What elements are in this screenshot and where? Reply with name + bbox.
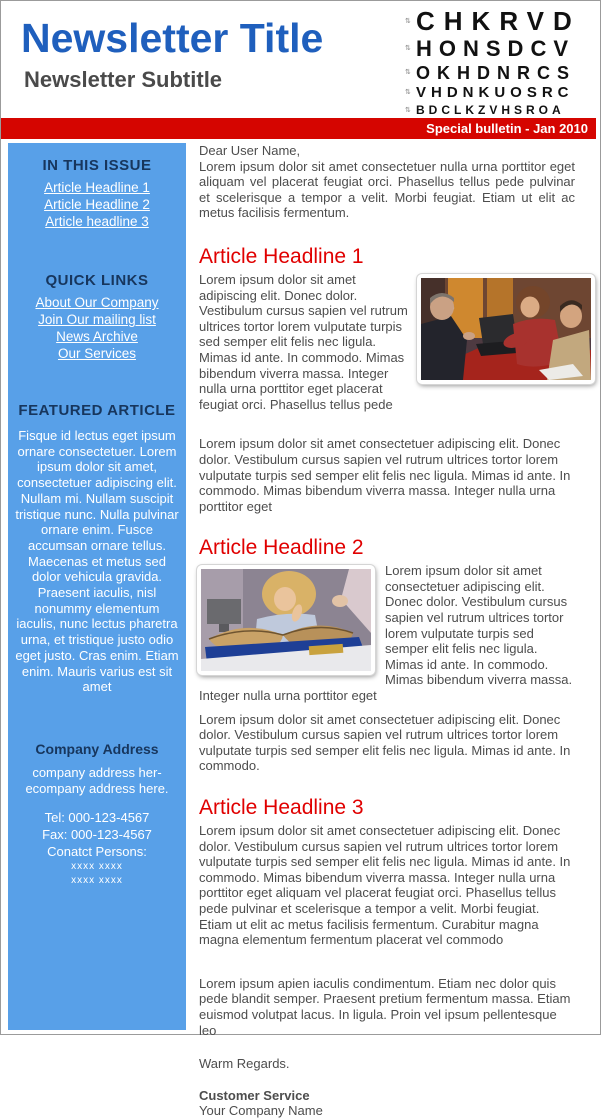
signature-company: Your Company Name: [199, 1103, 323, 1119]
article-1-body: Lorem ipsum dolor sit amet adipiscing elit. Donec dolor. Vestibulum cursus sapien vel rutrum ultrices tortor lorem vulputate turpis sed semper elit felis nec ligula. Mimas id ante. In commodo. Mimas bibendum viverra massa. Integer nulla urna porttitor eget placerat feugiat orci. Phasellus tellus pede: [199, 271, 408, 412]
fax-number: Fax: 000-123-4567: [42, 826, 152, 842]
sidebar-link-about[interactable]: About Our Company: [35, 295, 159, 310]
eye-chart-row: [405, 85, 595, 100]
in-this-issue-heading: IN THIS ISSUE: [42, 157, 152, 174]
sidebar-link-article-3[interactable]: Article headline 3: [45, 214, 149, 229]
row-marker-icon: ⇅: [405, 69, 418, 76]
body-row: [1, 143, 600, 1119]
featured-article-section: [8, 402, 186, 695]
eye-chart-letters: VHDNKUOSRC: [416, 84, 574, 102]
eye-chart-letters: BDCLKZVHSROA: [416, 103, 565, 117]
in-this-issue-section: [8, 157, 186, 230]
quick-links-heading: QUICK LINKS: [45, 272, 149, 289]
closing-paragraph: Lorem ipsum apien iaculis condimentum. Etiam nec dolor quis pede blandit semper. Praesent pretium fermentum massa. Etiam euismod volutpat lacus. In ligula. Proin vel ipsum pellentesque leo: [199, 975, 571, 1038]
greeting: Dear User Name,: [199, 143, 301, 158]
eye-chart-letters: CHKRVD: [416, 6, 581, 36]
quick-links-section: [8, 272, 186, 362]
meeting-photo: [417, 274, 595, 384]
contact-block: [8, 809, 186, 888]
intro-paragraph: Lorem ipsum dolor sit amet consectetuer nulla urna porttitor eget aliquam vel placerat feugiat orci. Phasellus tellus pede pulvinar et scelerisque a tempor a velit. Morbi feugiat. Etiam ut elit ac metus facilisis fermentum.: [199, 158, 575, 221]
address-line: company address her-: [32, 764, 162, 780]
article-2-body: Lorem ipsum dolor sit amet consectetuer adipiscing elit. Donec dolor. Vestibulum cursus sapien vel rutrum ultrices tortor lorem vulputate turpis sed semper elit felis nec ligula. Mimas id ante. In commodo. Mimas bibendum viverra massa. Integer nulla urna porttitor eget: [199, 563, 573, 704]
reading-photo: [197, 565, 375, 675]
eye-chart-row: [405, 104, 595, 116]
eye-chart-row: [405, 8, 595, 34]
sidebar: [8, 143, 186, 1030]
row-marker-icon: ⇅: [405, 106, 415, 114]
sidebar-link-mailing-list[interactable]: Join Our mailing list: [38, 312, 156, 327]
article-1-headline: Article Headline 1: [199, 244, 364, 268]
eye-chart-row: [405, 35, 595, 61]
article-3: [199, 796, 595, 948]
featured-article-heading: FEATURED ARTICLE: [18, 402, 176, 419]
featured-article-text: Fisque id lectus eget ipsum ornare consectetuer. Lorem ipsum dolor sit amet, consectetuer adipiscing elit. Nullam mi. Nullam suscipit tristique nunc. Nulla pulvinar ornare enim. Fusce accumsan ornare tellus. Maecenas et metus sed dolor vehicula gravida. Praesent iaculis, nisl nonummy elementum iaculis, nunc lectus pharetra urna, et tristique justo odio eget justo. Cras enim. Etiam enim. Mauris varius est sit amet: [15, 428, 179, 695]
article-1-paragraph-2: Lorem ipsum dolor sit amet consectetuer adipiscing elit. Donec dolor. Vestibulum cursus sapien vel rutrum ultrices tortor lorem vulputate turpis sed semper elit felis nec ligula. Mimas id ante. In commodo. Mimas bibendum viverra massa. Integer nulla urna porttitor eget: [199, 436, 571, 514]
main-content: [199, 143, 595, 1119]
header: [1, 1, 600, 118]
newsletter-subtitle: Newsletter Subtitle: [24, 67, 223, 92]
row-marker-icon: ⇅: [405, 89, 416, 97]
contact-person: xxxx xxxx: [71, 874, 123, 886]
company-address-heading: Company Address: [35, 740, 159, 757]
company-address-section: [8, 741, 186, 888]
article-1: [199, 245, 595, 514]
bulletin-text: Special bulletin - Jan 2010: [426, 121, 588, 136]
eye-chart-letters: HONSDCV: [416, 35, 576, 61]
tel-number: Tel: 000-123-4567: [44, 809, 150, 825]
article-2-paragraph-2: Lorem ipsum dolor sit amet consectetuer adipiscing elit. Donec dolor. Vestibulum cursus sapien vel rutrum ultrices tortor lorem vulputate turpis sed semper elit felis nec ligula. Mimas id ante. In commodo.: [199, 711, 571, 774]
address-line: ecompany address here.: [25, 780, 169, 796]
sidebar-link-services[interactable]: Our Services: [57, 346, 137, 361]
eye-chart-letters: OKHDNRCS: [416, 62, 577, 83]
eye-chart-image: [405, 6, 595, 118]
sidebar-link-article-1[interactable]: Article Headline 1: [44, 180, 150, 195]
article-3-body: Lorem ipsum dolor sit amet consectetuer adipiscing elit. Donec dolor. Vestibulum cursus sapien vel rutrum ultrices tortor lorem vulputate turpis sed semper elit felis nec ligula. Mimas id ante. In commodo. Mimas bibendum viverra massa. Integer nulla urna porttitor eget aliquam vel placerat feugiat orci. Phasellus tellus pede pulvinar et scelerisque a tempor a velit. Morbi feugiat. Etiam ut elit ac metus facilisis fermentum. Curabitur magna magna elementum fermentum placerat vel commodo: [199, 823, 571, 948]
meeting-photo-illustration: [421, 278, 591, 380]
row-marker-icon: ⇅: [405, 45, 418, 53]
sidebar-link-news-archive[interactable]: News Archive: [56, 329, 138, 344]
reading-photo-illustration: [201, 569, 371, 671]
sidebar-link-article-2[interactable]: Article Headline 2: [44, 197, 150, 212]
signature-block: [199, 1088, 595, 1119]
company-address-lines: [8, 765, 186, 797]
regards-line: Warm Regards.: [199, 1056, 290, 1072]
article-2: [199, 536, 595, 774]
eye-chart-row: [405, 64, 595, 82]
newsletter-title: Newsletter Title: [21, 15, 324, 61]
article-2-headline: Article Headline 2: [199, 536, 364, 560]
row-marker-icon: ⇅: [405, 17, 420, 25]
contact-person: xxxx xxxx: [71, 860, 123, 872]
contact-persons-label: Conatct Persons:: [47, 843, 147, 859]
article-3-headline: Article Headline 3: [199, 796, 364, 819]
bulletin-bar: [1, 118, 596, 139]
signature-name: Customer Service: [199, 1087, 310, 1103]
